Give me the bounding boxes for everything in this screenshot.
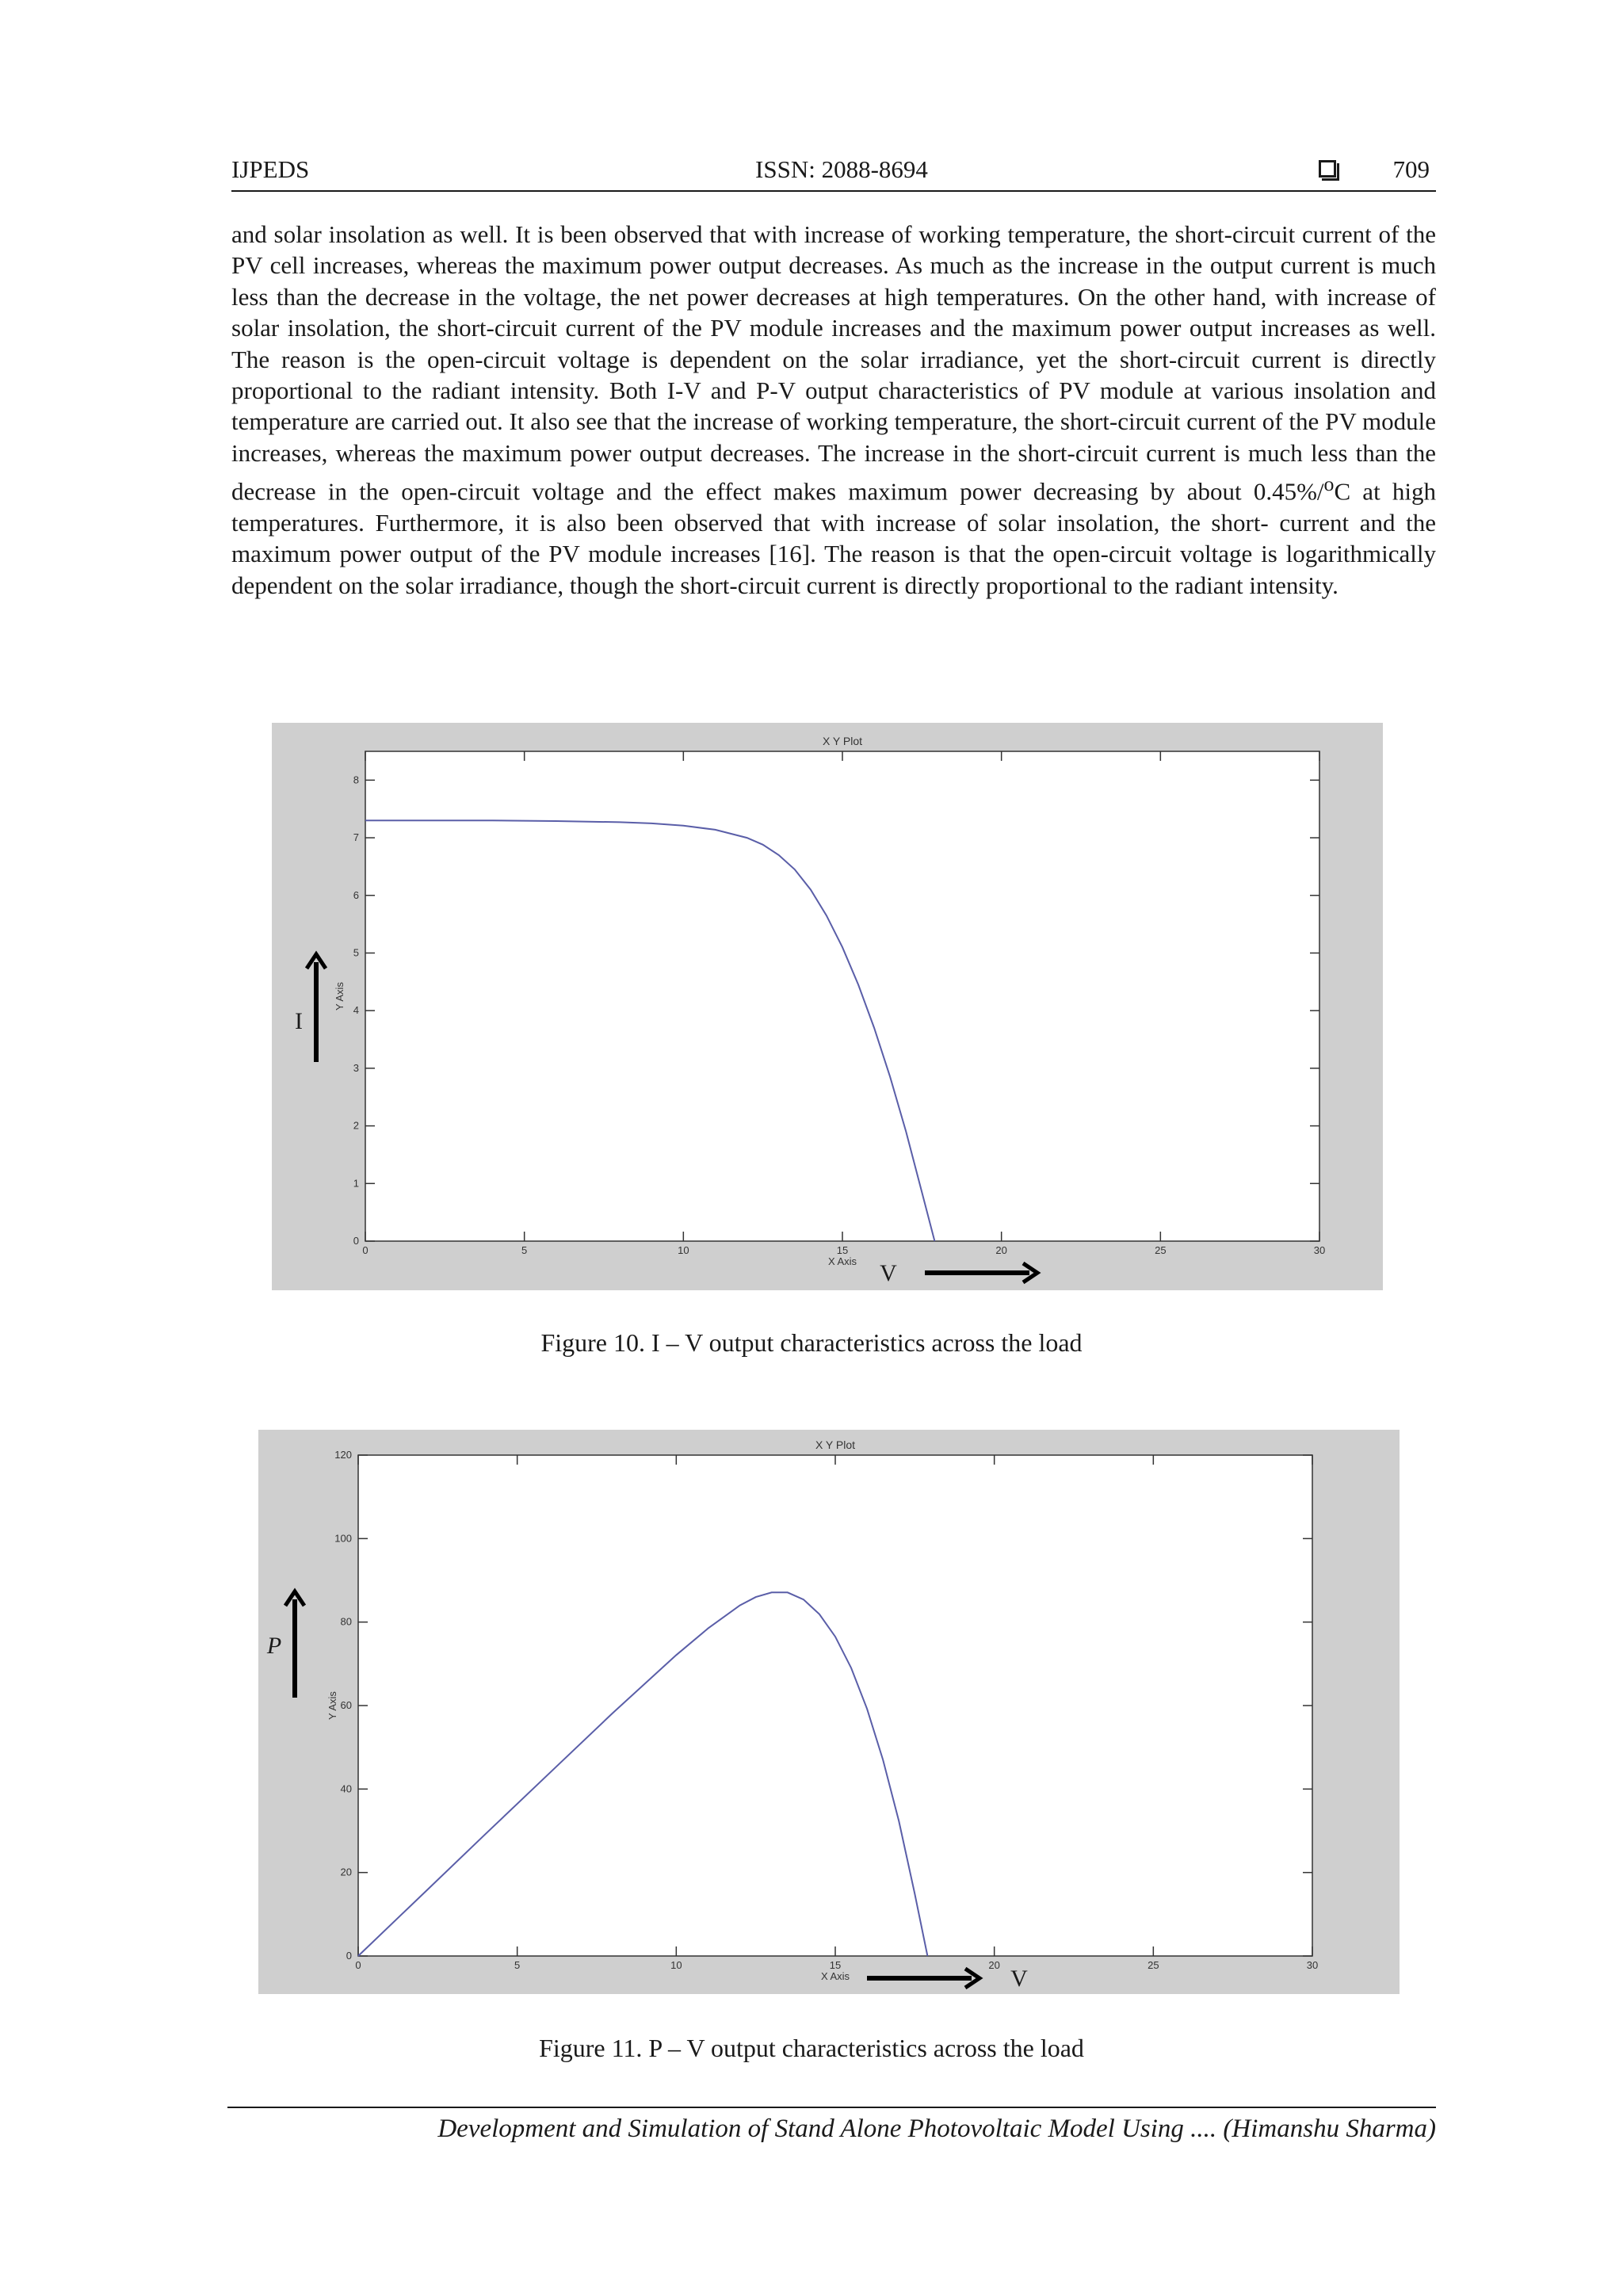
figure-iv-plot — [272, 723, 1383, 1290]
y-tick-label: 20 — [340, 1866, 352, 1878]
iv-chart — [272, 723, 1383, 1290]
box-icon — [1319, 160, 1336, 178]
journal-name: IJPEDS — [231, 155, 310, 183]
y-tick-label: 0 — [346, 1950, 352, 1962]
x-annotation-label: V — [880, 1260, 897, 1286]
x-tick-label: 10 — [670, 1959, 682, 1971]
y-tick-label: 4 — [353, 1004, 359, 1017]
page-number: 709 — [1392, 155, 1430, 183]
header-rule — [231, 190, 1436, 192]
y-tick-label: 2 — [353, 1119, 359, 1132]
plot-title: X Y Plot — [815, 1438, 856, 1451]
running-footer: Development and Simulation of Stand Alone Photovoltaic Model Using .... (Himanshu Sharma) — [437, 2115, 1436, 2143]
y-tick-label: 5 — [353, 946, 359, 959]
x-tick-label: 5 — [521, 1244, 528, 1256]
x-tick-label: 5 — [514, 1959, 521, 1971]
x-tick-label: 20 — [995, 1244, 1007, 1256]
footer-rule — [227, 2107, 1436, 2108]
x-tick-label: 15 — [829, 1959, 842, 1971]
x-axis-label: X Axis — [820, 1970, 850, 1982]
x-tick-label: 20 — [988, 1959, 1000, 1971]
y-tick-label: 0 — [353, 1235, 359, 1247]
y-tick-label: 100 — [334, 1532, 352, 1545]
issn: ISSN: 2088-8694 — [755, 155, 928, 183]
body-paragraph: and solar insolation as well. It is been observed that with increase of working temperature, the short-circuit current of the PV cell increases, whereas the maximum power output decreases. As much as the increase in the output current is much less than the decrease in the voltage, the net power decreases at high temperatures. On the other hand, with increase of solar insolation, the short-circuit current of the PV module increases and the maximum power output increases as well. The reason is the open-circuit voltage is dependent on the solar irradiance, yet the short-circuit current is directly proportional to the radiant intensity. Both I-V and P-V output characteristics of PV module at various insolation and temperature are carried out. It also see that the increase of working temperature, the short-circuit current of the PV module increases, whereas the maximum power output decreases. The increase in the short-circuit current is much less than the decrease in the open-circuit voltage and the effect makes maximum power decreasing by about 0.45%/$^o$C at high temperatures. Furthermore, it is also been observed that with increase of solar insolation, the short- current and the maximum power output of the PV module increases [16]. The reason is that the open-circuit voltage is logarithmically dependent on the solar irradiance, though the short-circuit current is directly proportional to the radiant intensity. — [231, 220, 1436, 599]
plot-title: X Y Plot — [822, 735, 863, 747]
y-annotation-label: P — [266, 1633, 282, 1659]
figure-11-caption: Figure 11. P – V output characteristics across the load — [539, 2034, 1084, 2062]
plot-area — [358, 1455, 1312, 1956]
y-tick-label: 1 — [353, 1177, 359, 1190]
y-tick-label: 120 — [334, 1449, 352, 1461]
y-tick-label: 6 — [353, 888, 359, 901]
y-tick-label: 40 — [340, 1782, 352, 1795]
figure-pv-plot — [258, 1430, 1400, 1994]
y-tick-label: 7 — [353, 831, 359, 844]
y-tick-label: 3 — [353, 1061, 359, 1074]
x-annotation-label: V — [1010, 1966, 1028, 1992]
x-tick-label: 15 — [836, 1244, 849, 1256]
pv-chart — [258, 1430, 1400, 1994]
y-axis-label: Y Axis — [327, 1691, 338, 1720]
x-tick-label: 10 — [678, 1244, 689, 1256]
x-tick-label: 25 — [1155, 1244, 1167, 1256]
y-tick-label: 60 — [340, 1699, 352, 1711]
y-tick-label: 80 — [340, 1615, 352, 1628]
x-tick-label: 30 — [1313, 1244, 1326, 1256]
x-tick-label: 0 — [355, 1959, 361, 1971]
x-axis-label: X Axis — [827, 1255, 857, 1267]
y-tick-label: 8 — [353, 774, 359, 786]
y-annotation-label: I — [295, 1008, 303, 1034]
plot-area — [365, 751, 1319, 1241]
figure-10-caption: Figure 10. I – V output characteristics across the load — [540, 1328, 1083, 1357]
running-header — [231, 155, 1436, 190]
x-tick-label: 0 — [362, 1244, 369, 1256]
y-axis-label: Y Axis — [334, 982, 346, 1010]
x-tick-label: 30 — [1306, 1959, 1319, 1971]
x-tick-label: 25 — [1148, 1959, 1159, 1971]
